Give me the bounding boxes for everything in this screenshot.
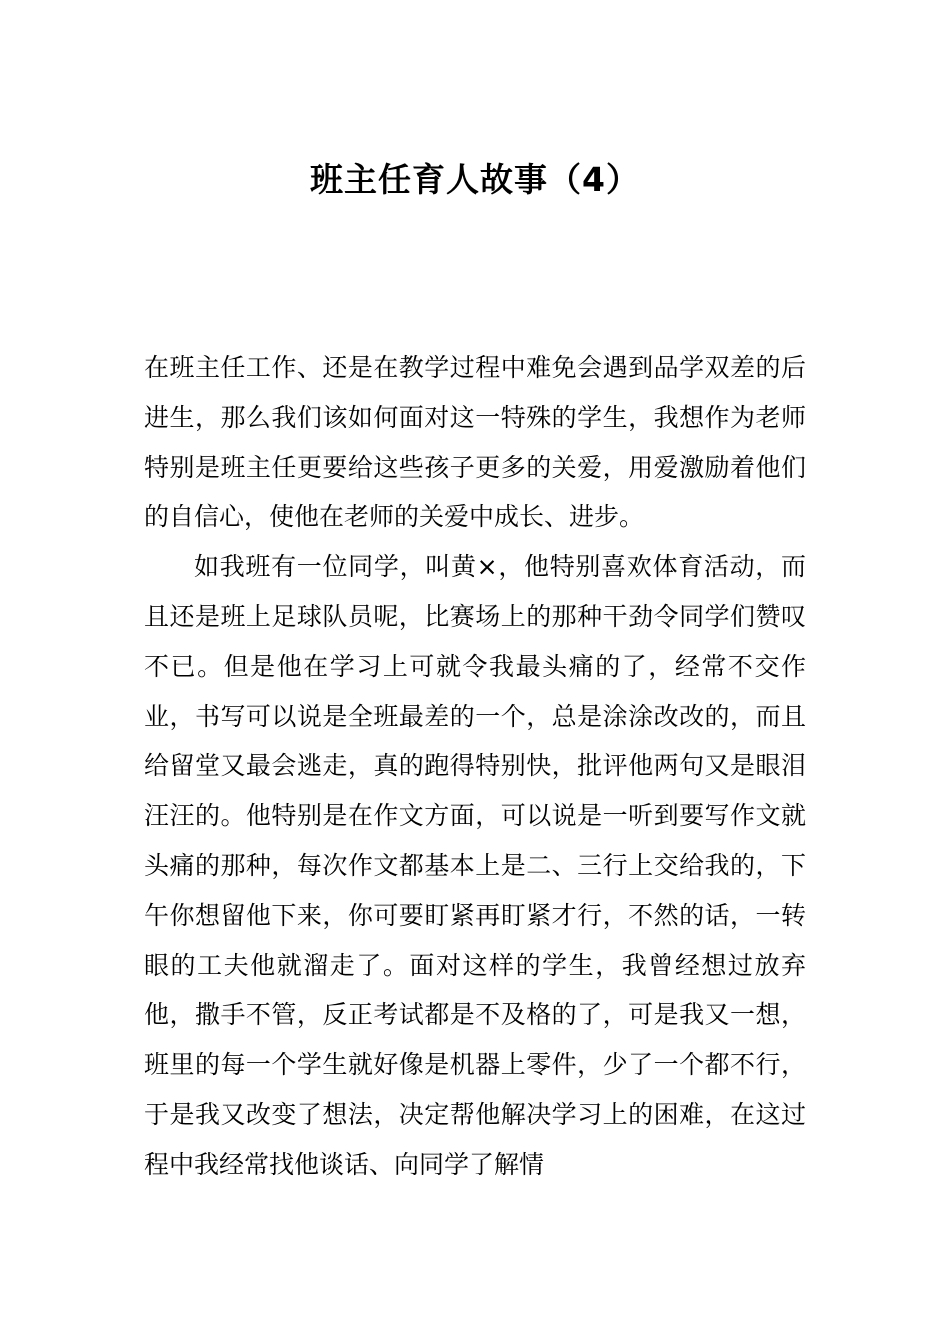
paragraph-1: 在班主任工作、还是在教学过程中难免会遇到品学双差的后进生，那么我们该如何面对这一特殊的学生，我想作为老师特别是班主任更要给这些孩子更多的关爱，用爱激励着他们的自信心，使他在老师的关爱中成长、进步。: [144, 353, 806, 532]
document-body: [144, 343, 806, 1190]
paragraph-2: 如我班有一位同学，叫黄×，他特别喜欢体育活动，而且还是班上足球队员呢，比赛场上的那种干劲令同学们赞叹不已。但是他在学习上可就令我最头痛的了，经常不交作业，书写可以说是全班最差的一个，总是涂涂改改的，而且给留堂又最会逃走，真的跑得特别快，批评他两句又是眼泪汪汪的。他特别是在作文方面，可以说是一听到要写作文就头痛的那种，每次作文都基本上是二、三行上交给我的，下午你想留他下来，你可要盯紧再盯紧才行，不然的话，一转眼的工夫他就溜走了。面对这样的学生，我曾经想过放弃他，撒手不管，反正考试都是不及格的了，可是我又一想，班里的每一个学生就好像是机器上零件，少了一个都不行，于是我又改变了想法，决定帮他解决学习上的困难，在这过程中我经常找他谈话、向同学了解情: [144, 552, 806, 1179]
document-title: 班主任育人故事（4）: [310, 160, 640, 199]
